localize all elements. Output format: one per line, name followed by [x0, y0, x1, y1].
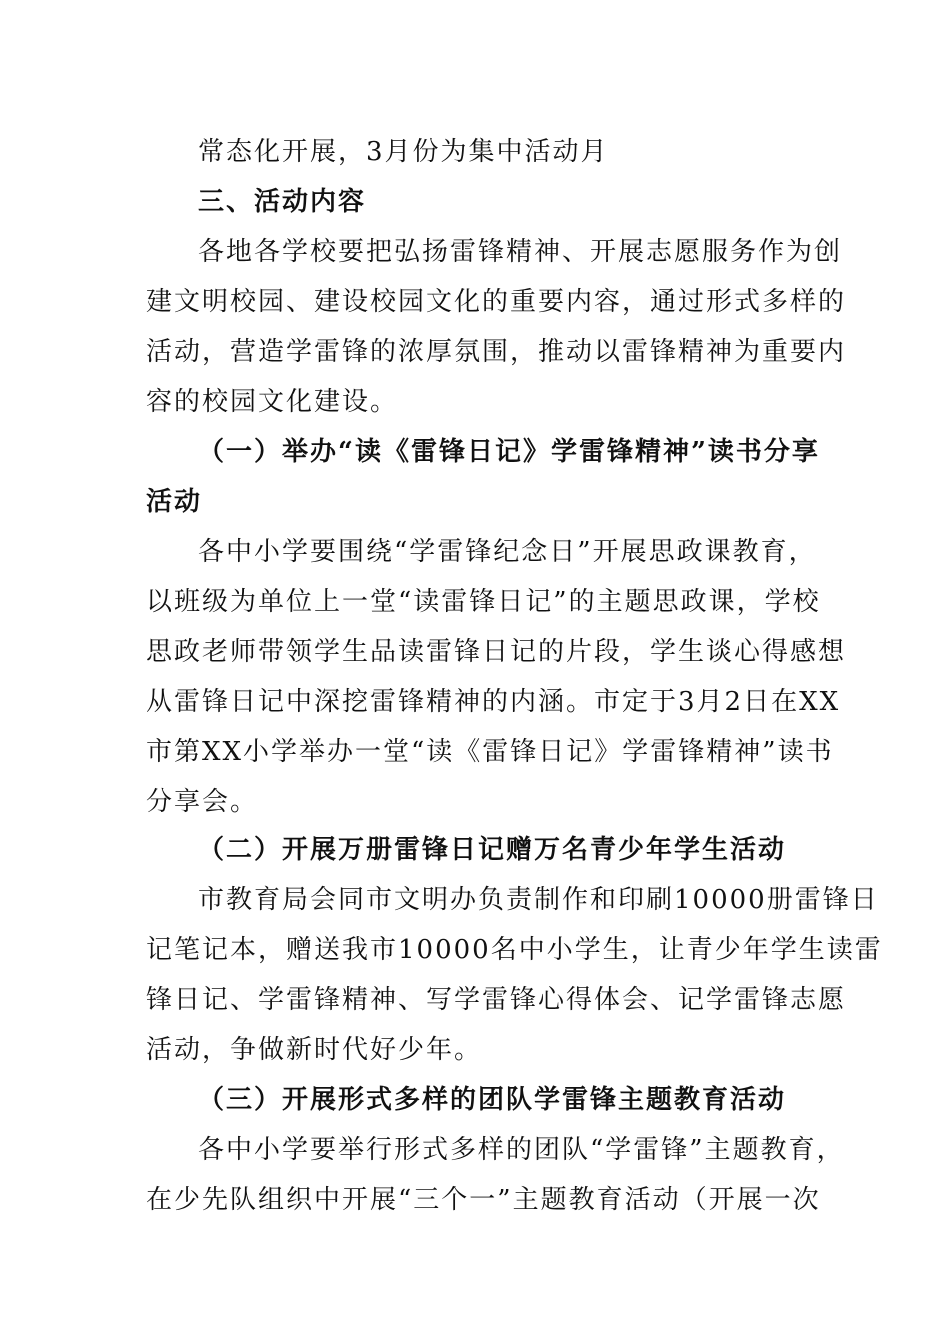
- paragraph-line: 各地各学校要把弘扬雷锋精神、开展志愿服务作为创: [198, 237, 843, 267]
- paragraph-line: 以班级为单位上一堂“读雷锋日记”的主题思政课，学校: [146, 587, 821, 617]
- paragraph-line: 常态化开展，3月份为集中活动月: [198, 137, 609, 167]
- paragraph-line: 活动，营造学雷锋的浓厚氛围，推动以雷锋精神为重要内: [146, 337, 847, 367]
- section-heading: 三、活动内容: [198, 187, 367, 217]
- paragraph-line: 在少先队组织中开展“三个一”主题教育活动（开展一次: [146, 1185, 821, 1215]
- subsection-heading: （一）举办“读《雷锋日记》学雷锋精神”读书分享: [198, 437, 820, 467]
- paragraph-line: 市第XX小学举办一堂“读《雷锋日记》学雷锋精神”读书: [146, 737, 834, 767]
- paragraph-line: 思政老师带领学生品读雷锋日记的片段，学生谈心得感想: [146, 637, 847, 667]
- paragraph-line: 记笔记本，赠送我市10000名中小学生，让青少年学生读雷: [146, 935, 883, 965]
- paragraph-line: 活动，争做新时代好少年。: [146, 1035, 483, 1065]
- paragraph-line: 各中小学要围绕“学雷锋纪念日”开展思政课教育，: [198, 537, 817, 567]
- paragraph-line: 锋日记、学雷锋精神、写学雷锋心得体会、记学雷锋志愿: [146, 985, 847, 1015]
- paragraph-line: 各中小学要举行形式多样的团队“学雷锋”主题教育，: [198, 1135, 845, 1165]
- paragraph-line: 从雷锋日记中深挖雷锋精神的内涵。市定于3月2日在XX: [146, 687, 841, 717]
- subsection-heading: （二）开展万册雷锋日记赠万名青少年学生活动: [198, 835, 787, 865]
- paragraph-line: 容的校园文化建设。: [146, 387, 399, 417]
- paragraph-line: 分享会。: [146, 787, 259, 817]
- subsection-heading: （三）开展形式多样的团队学雷锋主题教育活动: [198, 1085, 787, 1115]
- paragraph-line: 市教育局会同市文明办负责制作和印刷10000册雷锋日: [198, 885, 879, 915]
- paragraph-line: 建文明校园、建设校园文化的重要内容，通过形式多样的: [146, 287, 847, 317]
- subsection-heading: 活动: [146, 487, 203, 517]
